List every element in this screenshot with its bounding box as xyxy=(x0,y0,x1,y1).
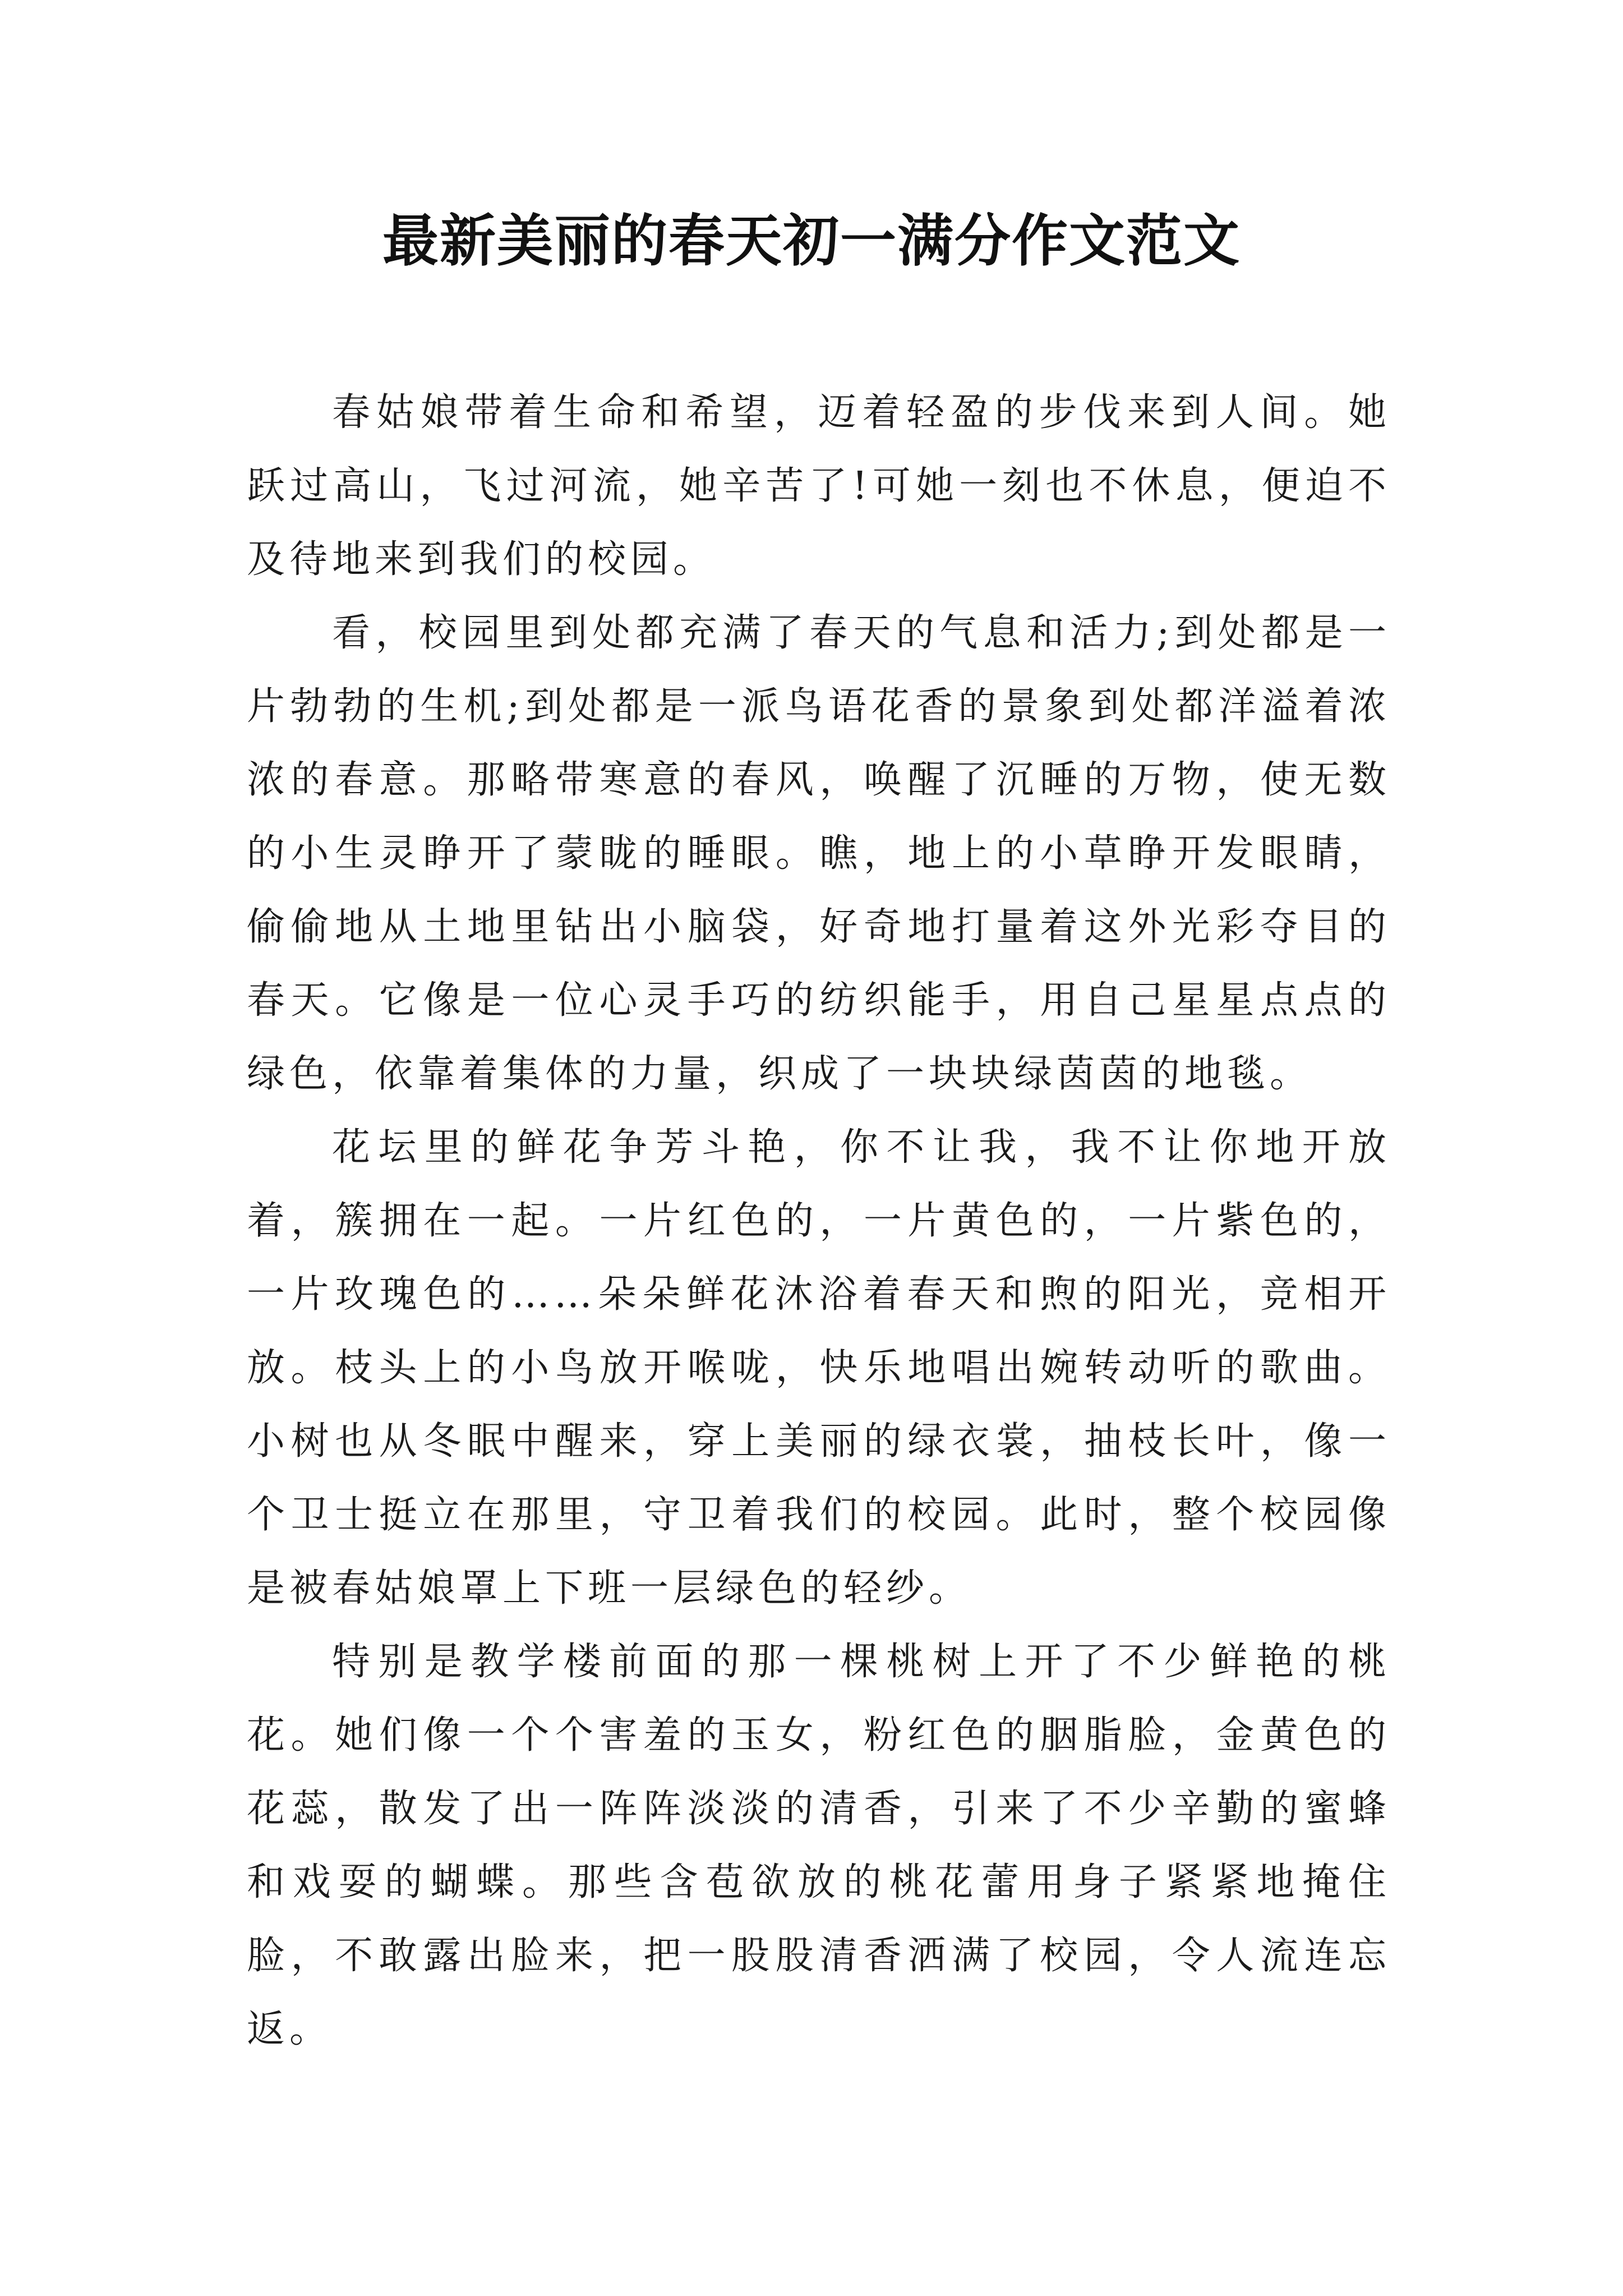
paragraph-4: 特别是教学楼前面的那一棵桃树上开了不少鲜艳的桃花。她们像一个个害羞的玉女，粉红色的胭脂脸，金黄色的花蕊，散发了出一阵阵淡淡的清香，引来了不少辛勤的蜜蜂和戏耍的蝴蝶。那些含苞欲放的桃花蕾用身子紧紧地掩住脸，不敢露出脸来，把一股股清香洒满了校园，令人流连忘返。 xyxy=(247,1640,1391,2051)
paragraph-3: 花坛里的鲜花争芳斗艳，你不让我，我不让你地开放着，簇拥在一起。一片红色的，一片黄色的，一片紫色的，一片玫瑰色的……朵朵鲜花沐浴着春天和煦的阳光，竞相开放。枝头上的小鸟放开喉咙，快乐地唱出婉转动听的歌曲。小树也从冬眠中醒来，穿上美丽的绿衣裳，抽枝长叶，像一个卫士挺立在那里，守卫着我们的校园。此时，整个校园像是被春姑娘罩上下班一层绿色的轻纱。 xyxy=(247,1125,1391,1611)
paragraph-1: 春姑娘带着生命和希望，迈着轻盈的步伐来到人间。她跃过高山，飞过河流，她辛苦了!可她一刻也不休息，便迫不及待地来到我们的校园。 xyxy=(247,390,1391,582)
document-body xyxy=(247,376,1391,2066)
paragraph-2: 看，校园里到处都充满了春天的气息和活力;到处都是一片勃勃的生机;到处都是一派鸟语花香的景象到处都洋溢着浓浓的春意。那略带寒意的春风，唤醒了沉睡的万物，使无数的小生灵睁开了蒙眬的睡眼。瞧，地上的小草睁开发眼睛，偷偷地从土地里钻出小脑袋，好奇地打量着这外光彩夺目的春天。它像是一位心灵手巧的纺织能手，用自己星星点点的绿色，依靠着集体的力量，织成了一块块绿茵茵的地毯。 xyxy=(247,611,1391,1096)
document-title: 最新美丽的春天初一满分作文范文 xyxy=(382,208,1241,274)
